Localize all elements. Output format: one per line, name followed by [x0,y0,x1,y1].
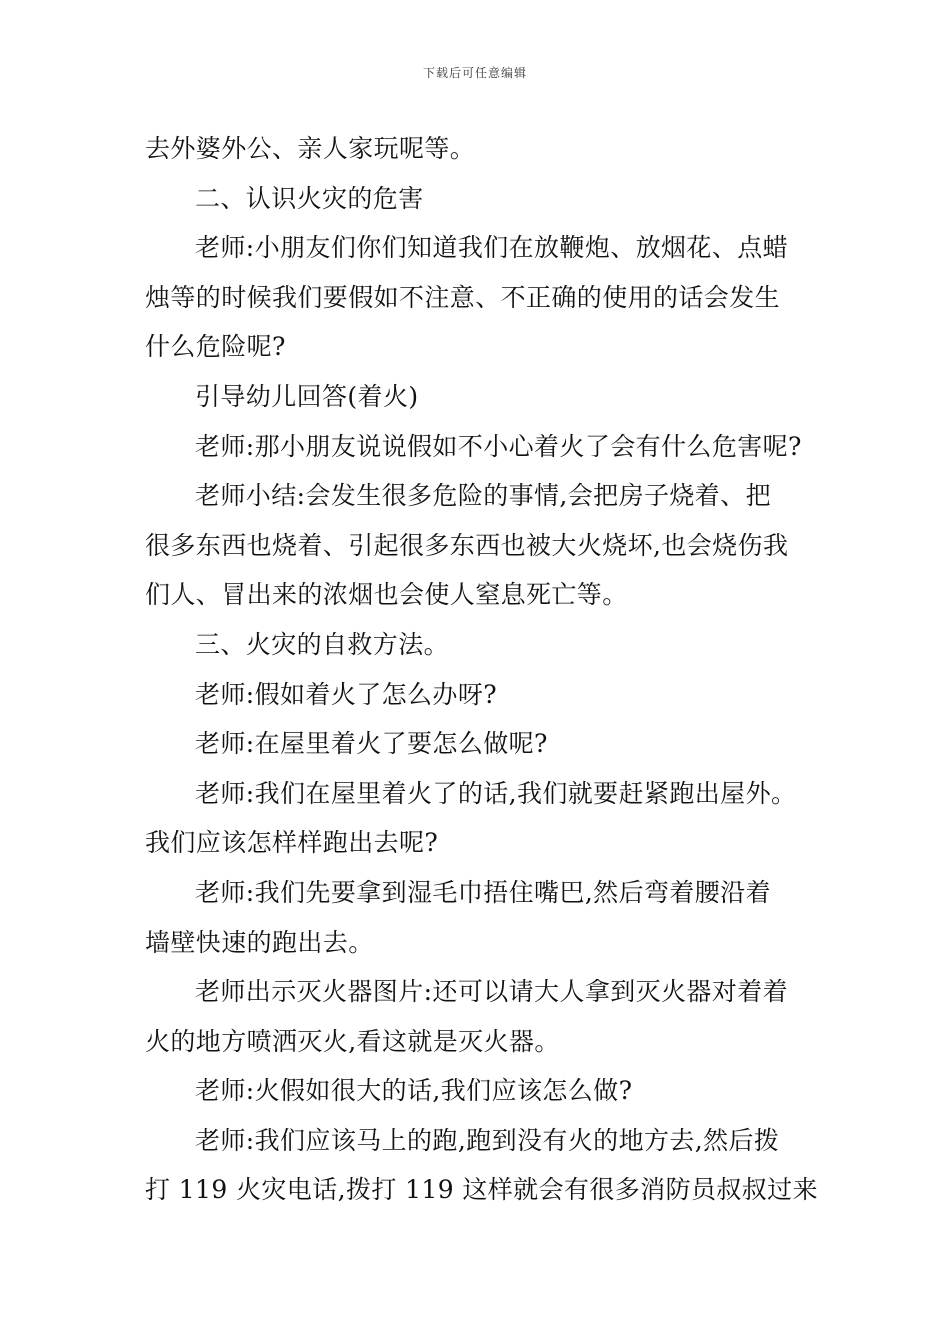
text-line: 老师:我们在屋里着火了的话,我们就要赶紧跑出屋外。 [195,778,797,808]
text-line: 老师:假如着火了怎么办呀? [195,679,498,709]
text-line: 什么危险呢? [145,332,286,362]
text-line: 烛等的时候我们要假如不注意、不正确的使用的话会发生 [145,282,781,312]
text-line: 老师:我们应该马上的跑,跑到没有火的地方去,然后拨 [195,1125,780,1155]
text-line: 二、认识火灾的危害 [195,183,424,213]
text-line: 三、火灾的自救方法。 [195,629,450,659]
text-line: 引导幼儿回答(着火) [195,381,419,411]
document-body [145,124,825,1215]
text-line: 去外婆外公、亲人家玩呢等。 [145,134,476,163]
text-line: 打 119 火灾电话,拨打 119 这样就会有很多消防员叔叔过来 [145,1175,818,1205]
paragraph-11 [145,868,825,967]
paragraph-9 [145,719,825,769]
paragraph-2 [145,174,825,224]
text-line: 老师出示灭火器图片:还可以请大人拿到灭火器对着着 [195,977,789,1007]
text-line: 火的地方喷洒灭火,看这就是灭火器。 [145,1026,560,1056]
paragraph-4 [145,372,825,422]
text-line: 老师:我们先要拿到湿毛巾捂住嘴巴,然后弯着腰沿着 [195,877,771,907]
paragraph-6 [145,471,825,620]
text-line: 墙壁快速的跑出去。 [145,927,374,957]
paragraph-3 [145,223,825,372]
text-line: 老师:那小朋友说说假如不小心着火了会有什么危害呢? [195,431,802,461]
text-line: 老师:火假如很大的话,我们应该怎么做? [195,1076,633,1106]
text-line: 很多东西也烧着、引起很多东西也被大火烧坏,也会烧伤我 [145,530,789,560]
text-line: 老师:小朋友们你们知道我们在放鞭炮、放烟花、点蜡 [195,233,789,263]
text-line: 老师小结:会发生很多危险的事情,会把房子烧着、把 [195,481,771,511]
text-line: 老师:在屋里着火了要怎么做呢? [195,729,548,759]
paragraph-12 [145,967,825,1066]
text-line: 我们应该怎样样跑出去呢? [145,828,439,858]
paragraph-7 [145,620,825,670]
paragraph-5 [145,422,825,472]
paragraph-13 [145,1066,825,1116]
page-header-note: 下载后可任意编辑 [422,66,527,80]
paragraph-14 [145,1116,825,1215]
paragraph-8 [145,670,825,720]
paragraph-10 [145,769,825,868]
paragraph-1 [145,124,825,174]
text-line: 们人、冒出来的浓烟也会使人窒息死亡等。 [145,580,628,610]
